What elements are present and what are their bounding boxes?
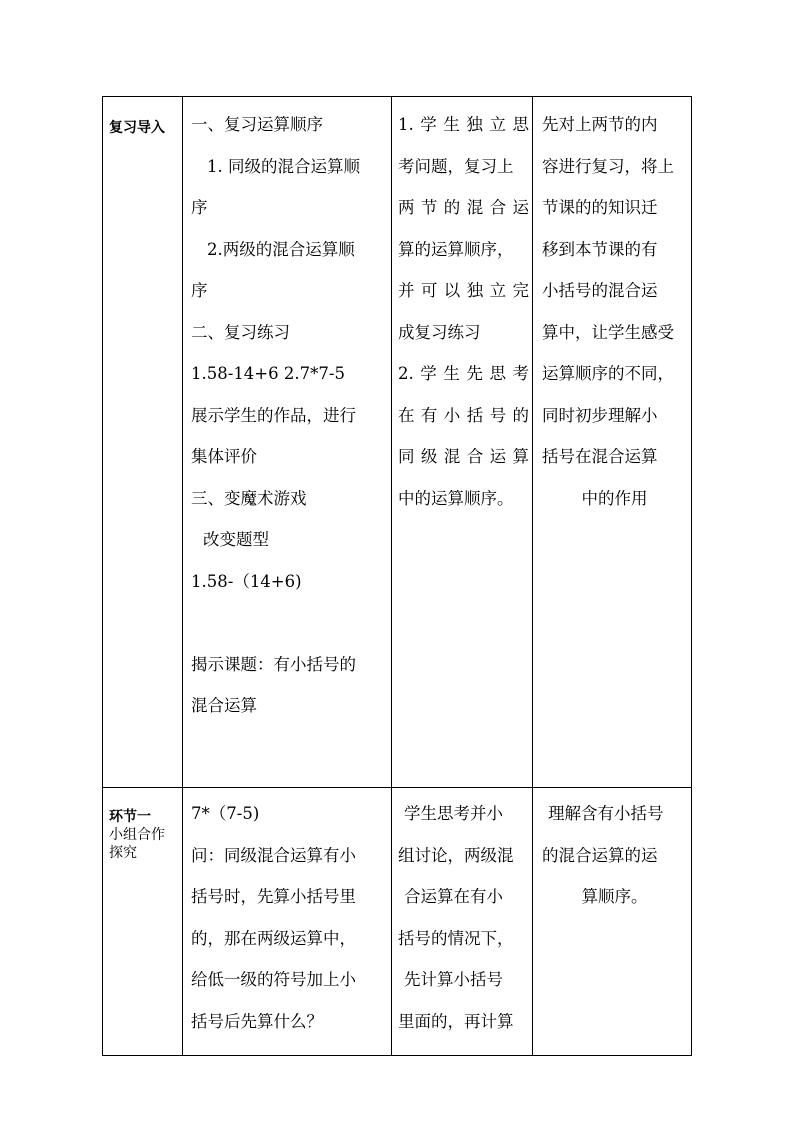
design-intent-cell	[533, 97, 692, 788]
teacher-line: 展示学生的作品，进行	[191, 405, 356, 425]
stage-cell	[103, 788, 183, 1056]
student-activity-cell	[392, 97, 533, 788]
teacher-line: 揭示课题：有小括号的	[191, 654, 356, 674]
teacher-line: 1.58-14+6 2.7*7-5	[191, 364, 345, 383]
intent-line: 同时初步理解小	[542, 405, 658, 425]
teacher-line: 改变题型	[203, 530, 269, 549]
teacher-line: 括号后先算什么？	[191, 1011, 323, 1031]
student-line: 同级混合运算	[398, 447, 529, 466]
teacher-activity-cell	[183, 97, 392, 788]
design-intent-cell	[533, 788, 692, 1056]
teacher-line: 三、变魔术游戏	[191, 488, 307, 508]
student-activity-cell	[392, 788, 533, 1056]
student-line: 并可以独立完	[398, 281, 529, 300]
teacher-line: 给低一级的符号加上小	[191, 970, 356, 989]
teacher-line: 序	[191, 281, 208, 300]
intent-line: 容进行复习，将上	[542, 156, 674, 176]
teacher-line: 2.两级的混合运算顺	[207, 239, 355, 259]
stage-title: 复习导入	[109, 120, 165, 136]
intent-line: 的混合运算的运	[542, 845, 658, 865]
teacher-line: 问：同级混合运算有小	[191, 845, 356, 865]
teacher-line	[191, 602, 387, 644]
student-line: 合运算在有小	[404, 887, 503, 906]
teacher-line: 混合运算	[191, 696, 257, 715]
teacher-line: 1.58-（14+6)	[191, 571, 302, 591]
intent-line: 先对上两节的内	[542, 115, 658, 134]
student-line: 成复习练习	[398, 322, 481, 342]
intent-line: 小括号的混合运	[542, 281, 658, 300]
stage-subtitle: 探究	[109, 845, 137, 861]
student-line: 中的运算顺序。	[398, 488, 514, 508]
student-line: 算的运算顺序，	[398, 239, 514, 259]
lesson-plan-table	[102, 96, 692, 1056]
table-row	[103, 788, 692, 1056]
intent-line: 中的作用	[581, 488, 648, 508]
teacher-line: 括号时，先算小括号里	[191, 887, 356, 906]
student-line: 括号的情况下，	[398, 928, 514, 948]
student-line: 2.学生先思考	[398, 364, 529, 383]
student-line: 学生思考并小	[404, 804, 503, 823]
teacher-line: 集体评价	[191, 447, 257, 466]
student-line: 里面的，再计算	[398, 1011, 514, 1031]
stage-subtitle: 小组合作	[109, 827, 165, 843]
teacher-activity-cell	[183, 788, 392, 1056]
intent-line: 括号在混合运算	[542, 447, 658, 466]
student-line: 组讨论，两级混	[398, 845, 514, 865]
student-line: 在有小括号的	[398, 405, 529, 425]
student-line: 先计算小括号	[404, 970, 503, 989]
stage-cell	[103, 97, 183, 788]
teacher-line: 的，那在两级运算中，	[191, 928, 356, 948]
student-line: 考问题，复习上	[398, 156, 514, 176]
intent-line: 节课的的知识迁	[542, 198, 658, 217]
intent-line: 理解含有小括号	[548, 804, 664, 823]
intent-line: 算顺序。	[581, 887, 648, 906]
table-row	[103, 97, 692, 788]
intent-line: 运算顺序的不同，	[542, 364, 674, 383]
teacher-line: 一、复习运算顺序	[191, 115, 323, 134]
teacher-line: 7*（7-5)	[191, 804, 260, 823]
stage-title: 环节一	[109, 809, 151, 825]
student-line: 1.学生独立思	[398, 115, 529, 134]
teacher-line: 1. 同级的混合运算顺	[207, 156, 360, 176]
teacher-line: 二、复习练习	[191, 322, 290, 342]
teacher-line: 序	[191, 198, 208, 217]
intent-line: 移到本节课的有	[542, 239, 658, 259]
student-line: 两节的混合运	[398, 198, 529, 217]
intent-line: 算中，让学生感受	[542, 322, 674, 342]
